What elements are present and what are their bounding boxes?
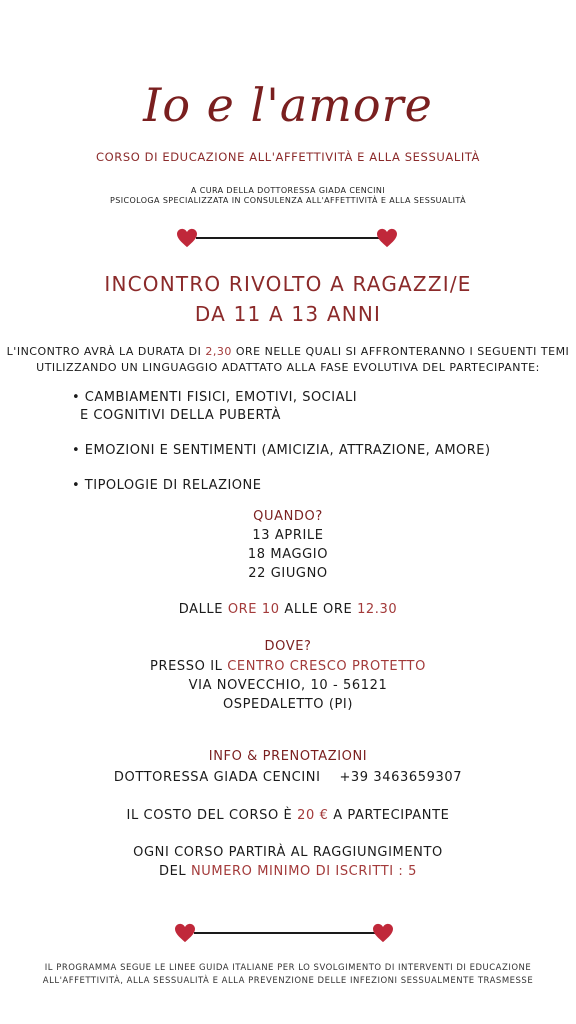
- page-subtitle: CORSO DI EDUCAZIONE ALL'AFFETTIVITÀ E ALLA SESSUALITÀ: [95, 150, 481, 164]
- date-item: 13 APRILE: [252, 528, 324, 543]
- time-range: DALLE ORE 10 ALLE ORE 12.30: [178, 602, 398, 617]
- date-item: 18 MAGGIO: [247, 547, 329, 562]
- topic-item: • CAMBIAMENTI FISICI, EMOTIVI, SOCIALI E COGNITIVI DELLA PUBERTÀ: [72, 390, 358, 423]
- intro-line-1: L'INCONTRO AVRÀ LA DURATA DI 2,30 ORE NELLE QUALI SI AFFRONTERANNO I SEGUENTI TEMI: [6, 345, 570, 358]
- when-label: QUANDO?: [253, 509, 323, 524]
- bottom-divider: [194, 932, 380, 934]
- contact-line: DOTTORESSA GIADA CENCINI +39 3463659307: [113, 770, 463, 785]
- author-line-1: A CURA DELLA DOTTORESSA GIADA CENCINI: [190, 186, 386, 195]
- heart-icon: [174, 923, 196, 943]
- minimum-line-1: OGNI CORSO PARTIRÀ AL RAGGIUNGIMENTO: [133, 845, 443, 860]
- heart-icon: [176, 228, 198, 248]
- venue-line: PRESSO IL CENTRO CRESCO PROTETTO: [150, 659, 426, 674]
- address-line: VIA NOVECCHIO, 10 - 56121: [188, 678, 388, 693]
- date-item: 22 GIUGNO: [248, 566, 328, 581]
- where-label: DOVE?: [264, 639, 312, 654]
- heart-icon: [376, 228, 398, 248]
- target-heading-line-1: INCONTRO RIVOLTO A RAGAZZI/E: [104, 272, 472, 296]
- minimum-line-2: DEL NUMERO MINIMO DI ISCRITTI : 5: [158, 864, 418, 879]
- topic-item: • TIPOLOGIE DI RELAZIONE: [72, 478, 262, 493]
- cost-line: IL COSTO DEL CORSO È 20 € A PARTECIPANTE: [126, 808, 450, 823]
- top-divider: [196, 237, 382, 239]
- footer-line-1: IL PROGRAMMA SEGUE LE LINEE GUIDA ITALIANE PER LO SVOLGIMENTO DI INTERVENTI DI EDUCAZIONE: [44, 963, 532, 973]
- author-line-2: PSICOLOGA SPECIALIZZATA IN CONSULENZA ALL'AFFETTIVITÀ E ALLA SESSUALITÀ: [110, 196, 466, 205]
- target-heading-line-2: DA 11 A 13 ANNI: [194, 302, 382, 326]
- info-label: INFO & PRENOTAZIONI: [208, 749, 368, 764]
- heart-icon: [372, 923, 394, 943]
- footer-line-2: ALL'AFFETTIVITÀ, ALLA SESSUALITÀ E ALLA PREVENZIONE DELLE INFEZIONI SESSUALMENTE TRASMESSE: [42, 976, 534, 986]
- intro-line-2: UTILIZZANDO UN LINGUAGGIO ADATTATO ALLA FASE EVOLUTIVA DEL PARTECIPANTE:: [36, 361, 540, 374]
- city-line: OSPEDALETTO (PI): [222, 697, 354, 712]
- page-title: Io e l'amore: [143, 78, 433, 132]
- topic-item: • EMOZIONI E SENTIMENTI (AMICIZIA, ATTRAZIONE, AMORE): [72, 443, 491, 458]
